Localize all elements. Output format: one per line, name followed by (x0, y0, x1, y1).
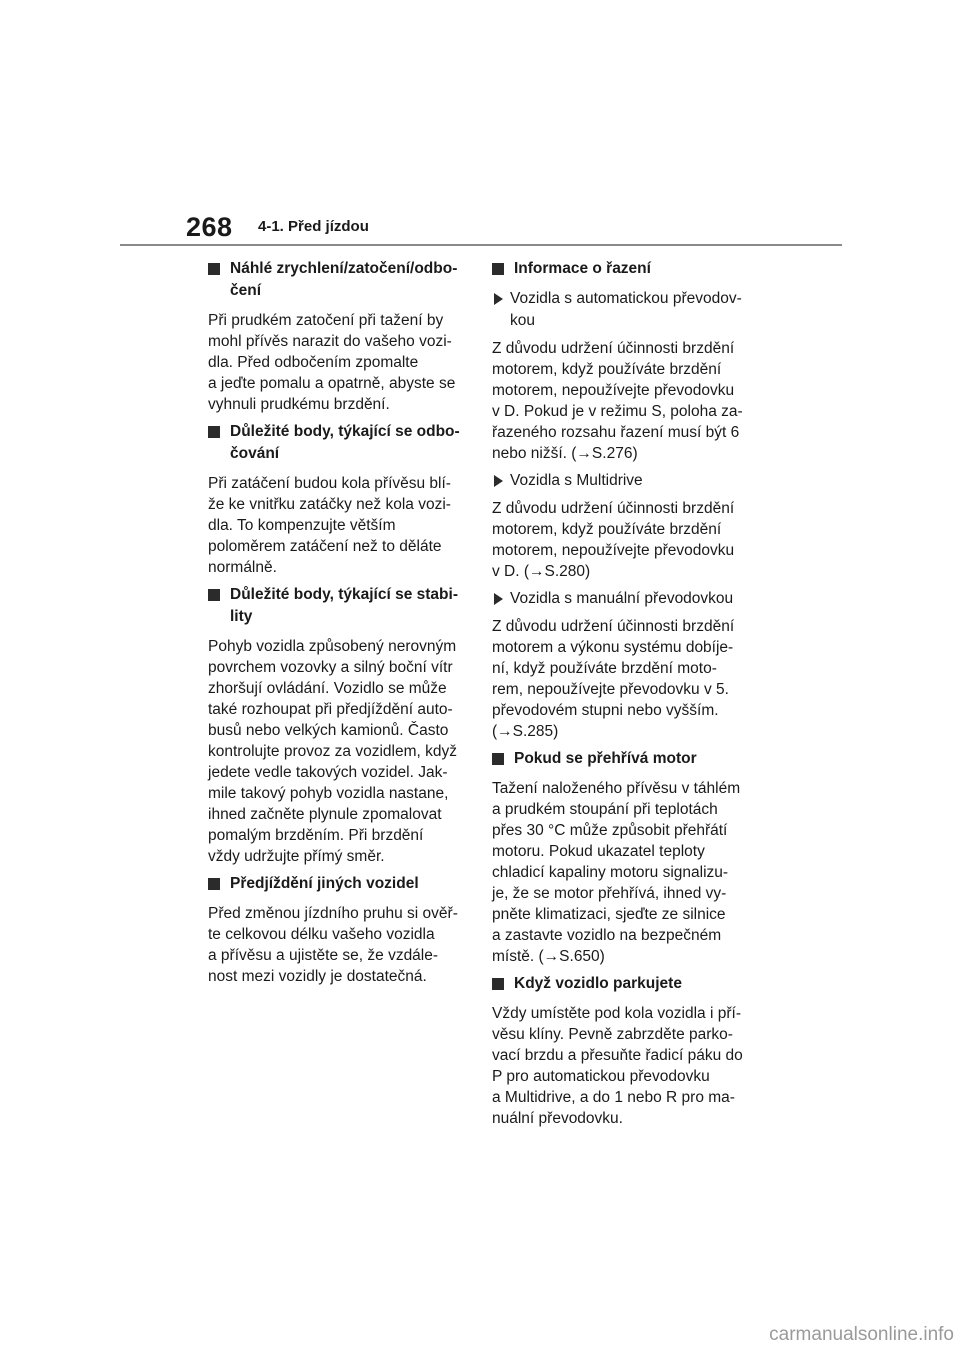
right-column (492, 252, 750, 1135)
text: Pokud se přehřívá motor (514, 750, 697, 767)
paragraph (492, 616, 750, 742)
square-bullet-icon (492, 263, 504, 275)
text: Z důvodu udržení účinnosti brzdění motorem, když používáte brzdění motorem, nepoužívejte převodovku v D. Pokud je v režimu S, poloha za- řazeného rozsahu řazení musí být 6 nebo nižší. (→S.276) (492, 340, 743, 462)
paragraph (208, 636, 466, 867)
square-bullet-icon (208, 263, 220, 275)
section-heading (492, 748, 750, 770)
text: Před změnou jízdního pruhu si ověř- te celkovou délku vašeho vozidla a přívěsu a ujistěte se, že vzdále- nost mezi vozidly je dostatečná. (208, 905, 458, 985)
text: Vozidla s manuální převodovkou (510, 590, 734, 607)
section-heading (208, 873, 466, 895)
text: Náhlé zrychlení/zatočení/odbo- čení (230, 260, 458, 299)
text: Z důvodu udržení účinnosti brzdění motorem, když používáte brzdění motorem, nepoužívejte převodovku v D. (→S.280) (492, 500, 735, 580)
square-bullet-icon (208, 589, 220, 601)
text: Při prudkém zatočení při tažení by mohl přívěs narazit do vašeho vozi- dla. Před odbočením zpomalte a jeďte pomalu a opatrně, abyste se vyhnuli prudkému brzdění. (208, 312, 456, 413)
watermark-site: carmanualsonline.info (769, 1324, 954, 1345)
text: Vždy umístěte pod kola vozidla i pří- věsu klíny. Pevně zabrzděte parko- vací brzdu a přesuňte řadicí páku do P pro automatickou převodovku a Multidrive, a do 1 nebo R pro ma- nuální převodovku. (492, 1005, 743, 1127)
square-bullet-icon (208, 426, 220, 438)
text: Z důvodu udržení účinnosti brzdění motorem a výkonu systému dobíje- ní, když používáte brzdění moto- rem, nepoužívejte převodovku v 5. převodovém stupni nebo vyšším. (→S.285) (492, 618, 735, 740)
triangle-bullet-icon (494, 475, 503, 487)
section-heading (492, 258, 750, 280)
paragraph (208, 903, 466, 987)
header-divider (120, 244, 842, 246)
square-bullet-icon (208, 878, 220, 890)
text: Když vozidlo parkujete (514, 975, 682, 992)
paragraph (492, 1003, 750, 1129)
section-heading (208, 421, 466, 465)
left-column (208, 252, 466, 993)
subsection-heading (492, 470, 750, 492)
text: Informace o řazení (514, 260, 651, 277)
text: Pohyb vozidla způsobený nerovným povrchem vozovky a silný boční vítr zhoršují ovládání. Vozidlo se může také rozhoupat při předjíždění auto- busů nebo velkých kamionů. Často kontrolujte provoz za vozidlem, když jedete vedle takových vozidel. Jak- mile takový pohyb vozidla nastane, ihned začněte plynule zpomalovat pomalým brzděním. Při brzdění vždy udržujte přímý směr. (208, 638, 457, 865)
paragraph (492, 498, 750, 582)
text: Vozidla s Multidrive (510, 472, 643, 489)
paragraph (492, 778, 750, 967)
subsection-heading (492, 588, 750, 610)
section-heading (492, 973, 750, 995)
chapter-title: 4-1. Před jízdou (258, 218, 369, 235)
paragraph (208, 473, 466, 578)
text: Tažení naloženého přívěsu v táhlém a prudkém stoupání při teplotách přes 30 °C může způsobit přehřátí motoru. Pokud ukazatel teploty chladicí kapaliny motoru signalizu- je, že se motor přehřívá, ihned vy- pněte klimatizaci, sjeďte ze silnice a zastavte vozidlo na bezpečném místě. (→S.650) (492, 780, 741, 965)
text: Důležité body, týkající se odbo- čování (230, 423, 460, 462)
subsection-heading (492, 288, 750, 332)
section-heading (208, 584, 466, 628)
square-bullet-icon (492, 978, 504, 990)
text: Předjíždění jiných vozidel (230, 875, 419, 892)
page-number: 268 (186, 212, 233, 242)
triangle-bullet-icon (494, 293, 503, 305)
paragraph (492, 338, 750, 464)
triangle-bullet-icon (494, 593, 503, 605)
paragraph (208, 310, 466, 415)
square-bullet-icon (492, 753, 504, 765)
section-heading (208, 258, 466, 302)
text: Vozidla s automatickou převodov- kou (510, 290, 742, 329)
text: Důležité body, týkající se stabi- lity (230, 586, 458, 625)
text: Při zatáčení budou kola přívěsu blí- že ke vnitřku zatáčky než kola vozi- dla. To kompenzujte větším poloměrem zatáčení než to děláte normálně. (208, 475, 451, 576)
